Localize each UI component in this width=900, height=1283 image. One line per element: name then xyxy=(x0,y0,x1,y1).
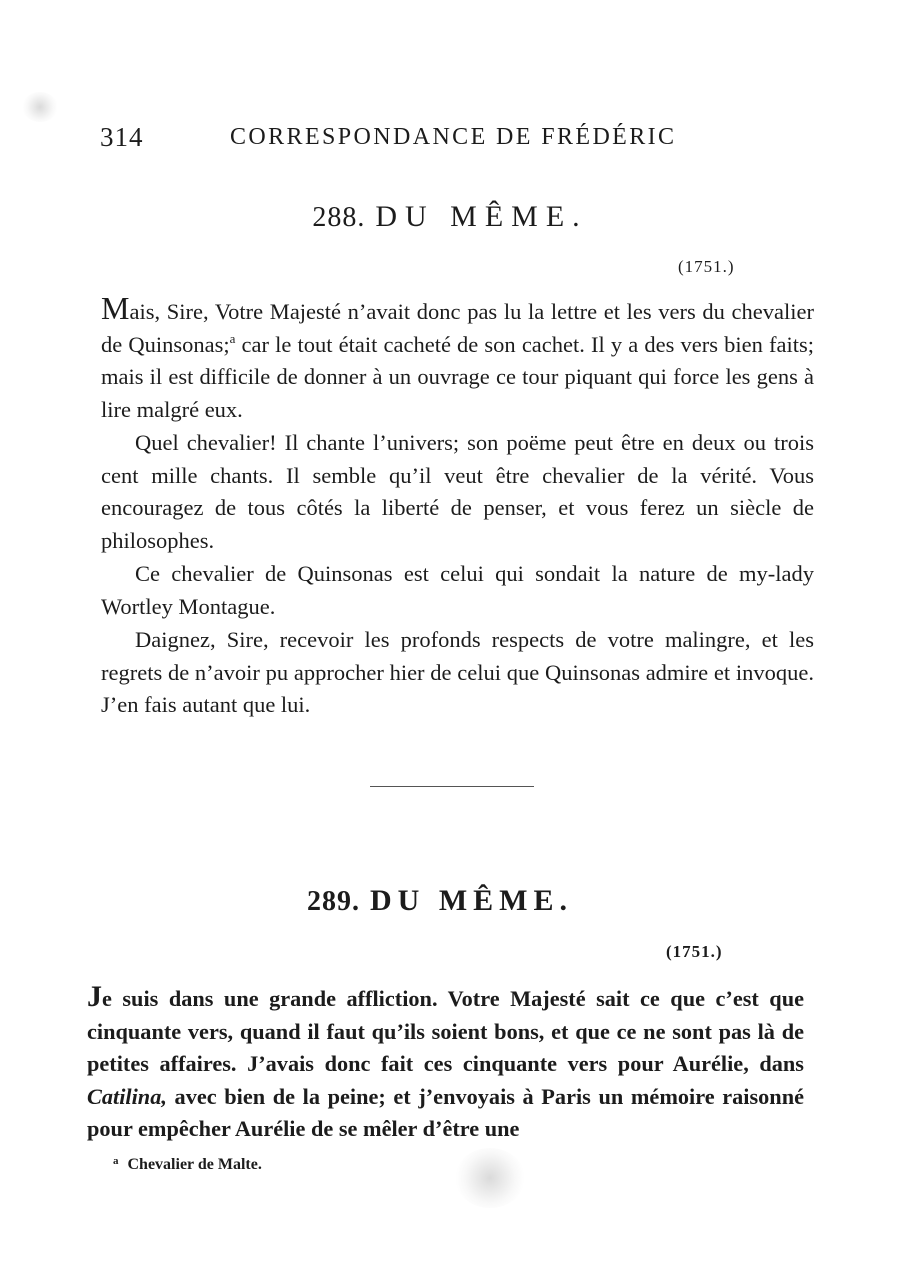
paragraph xyxy=(101,292,814,426)
running-head xyxy=(100,122,800,158)
paragraph xyxy=(87,981,804,1146)
footnote-mark: a xyxy=(113,1155,119,1167)
paper-smudge xyxy=(455,1148,525,1208)
paragraph: Daignez, Sire, recevoir les profonds respects de votre malingre, et les regrets de n’avoir pu approcher hier de celui que Quinsonas admire et invoque. J’en fais autant que lui. xyxy=(101,627,814,717)
paper-smudge xyxy=(22,92,58,122)
paragraph: Ce chevalier de Quinsonas est celui qui sondait la nature de my-lady Wortley Montague. xyxy=(101,561,814,619)
letter-title: DU MÊME. xyxy=(370,884,573,917)
paragraph-text: ais, Sire, Votre Majesté n’avait donc pas lu la lettre et les vers du chevalier de Quinsonas; xyxy=(101,299,814,357)
letter-date: (1751.) xyxy=(678,257,735,276)
drop-capital: J xyxy=(87,980,102,1013)
paragraph-text: car le tout était cacheté de son cachet. Il y a des vers bien faits; mais il est difficile de donner à un ouvrage ce tour piquant qui force les gens à lire malgré eux. xyxy=(101,331,814,422)
letter-body xyxy=(87,981,804,1146)
section-divider xyxy=(370,786,534,787)
running-title: CORRESPONDANCE DE FRÉDÉRIC xyxy=(230,124,677,150)
letter-title: DU MÊME. xyxy=(375,200,588,233)
drop-capital: M xyxy=(101,290,130,326)
paragraph-text: avec bien de la peine; et j’envoyais à Paris un mémoire raisonné pour empêcher Aurélie de se mêler d’être une xyxy=(87,1083,804,1141)
footnote-text: Chevalier de Malte. xyxy=(127,1156,262,1173)
paragraph: Quel chevalier! Il chante l’univers; son poëme peut être en deux ou trois cent mille chants. Il semble qu’il veut être chevalier de la vérité. Vous encouragez de tous côtés la liberté de penser, et vous ferez un siècle de philosophes. xyxy=(101,430,814,553)
letter-number: 288. xyxy=(312,202,366,233)
footnote xyxy=(113,1155,262,1174)
letter-number: 289. xyxy=(307,886,360,917)
letter-body xyxy=(101,292,814,722)
letter-date: (1751.) xyxy=(666,942,723,961)
paragraph-text: e suis dans une grande affliction. Votre Majesté sait ce que c’est que cinquante vers, quand il faut qu’ils soient bons, et que ce ne sont pas là de petites affaires. J’avais donc fait ces cinquante vers pour Aurélie, dans xyxy=(87,986,804,1076)
work-title: Catilina, xyxy=(87,1083,167,1109)
footnote-reference: a xyxy=(229,330,236,346)
letter-heading xyxy=(0,884,890,918)
page-number: 314 xyxy=(100,122,144,152)
letter-heading xyxy=(0,200,900,234)
